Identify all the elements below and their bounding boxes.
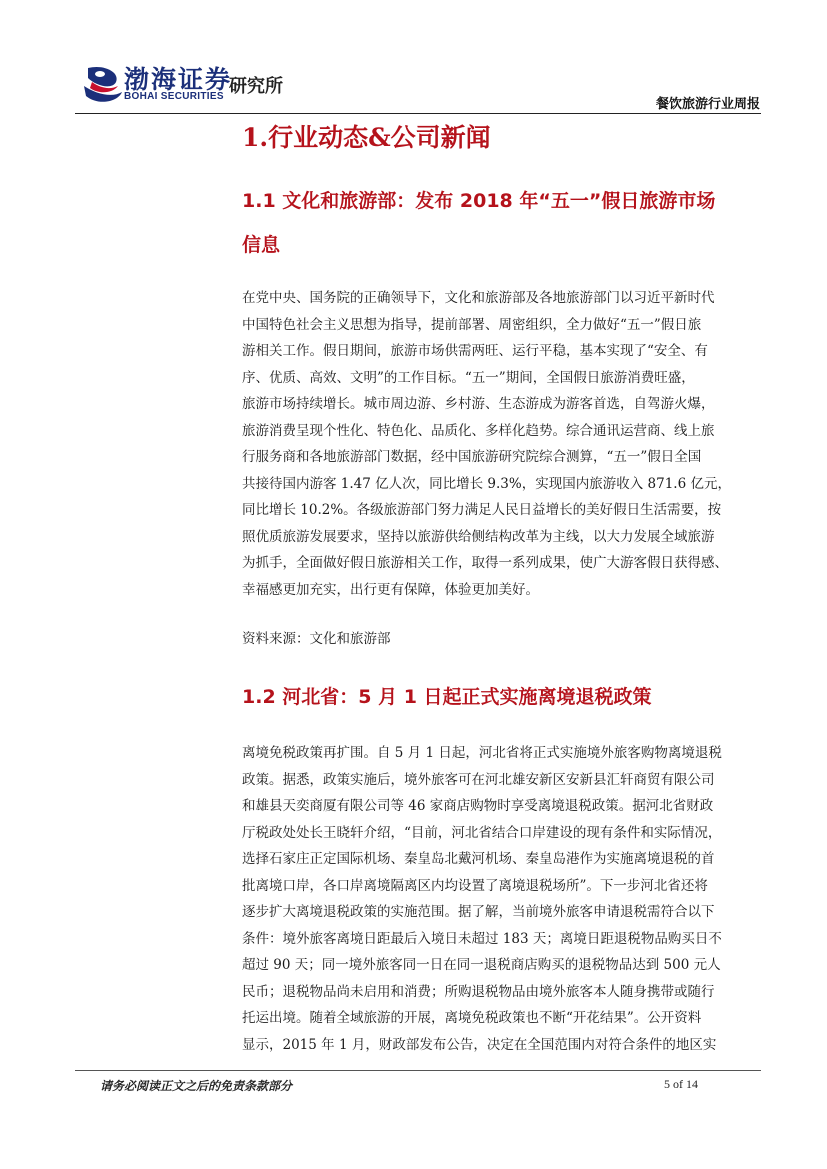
paragraph-line: 超过 90 天；同一境外旅客同一日在同一退税商店购买的退税物品达到 500 元人 — [242, 957, 721, 973]
brand-name-cn: 渤海证券 — [124, 65, 233, 94]
paragraph-line: 在党中央、国务院的正确领导下，文化和旅游部及各地旅游部门以习近平新时代 — [242, 290, 715, 306]
paragraph-line: 显示，2015 年 1 月，财政部发布公告，决定在全国范围内对符合条件的地区实 — [242, 1036, 717, 1053]
subsection-1-1-heading-cont: 信息 — [242, 234, 281, 256]
source-note: 资料来源：文化和旅游部 — [242, 631, 391, 647]
subsection-1-1-heading: 1.1 文化和旅游部：发布 2018 年“五一”假日旅游市场 — [242, 190, 716, 212]
header-divider — [75, 113, 761, 114]
paragraph-line: 逐步扩大离境退税政策的实施范围。据了解，当前境外旅客申请退税需符合以下 — [242, 904, 715, 920]
paragraph-line: 民币；退税物品尚未启用和消费；所购退税物品由境外旅客本人随身携带或随行 — [242, 983, 715, 1000]
paragraph-line: 游相关工作。假日期间，旅游市场供需两旺、运行平稳，基本实现了“安全、有 — [242, 343, 708, 359]
paragraph-line: 离境免税政策再扩围。自 5 月 1 日起，河北省将正式实施境外旅客购物离境退税 — [242, 745, 722, 761]
paragraph-line: 旅游市场持续增长。城市周边游、乡村游、生态游成为游客首选，自驾游火爆， — [242, 396, 715, 412]
subsection-1-2-paragraph — [242, 740, 758, 1058]
footer-divider — [75, 1070, 761, 1071]
paragraph-line: 政策。据悉，政策实施后，境外旅客可在河北雄安新区安新县汇轩商贸有限公司 — [242, 771, 715, 788]
paragraph-line: 批离境口岸，各口岸离境隔离区内均设置了离境退税场所”。下一步河北省还将 — [242, 877, 708, 894]
page-number: 5 of 14 — [664, 1077, 698, 1091]
institute-label: 研究所 — [229, 76, 283, 97]
disclaimer-note: 请务必阅读正文之后的免责条款部分 — [100, 1079, 293, 1093]
section-title: 1.行业动态&公司新闻 — [242, 123, 491, 152]
paragraph-line: 和雄县天奕商厦有限公司等 46 家商店购物时享受离境退税政策。据河北省财政 — [242, 798, 714, 814]
brand-name-en: BOHAI SECURITIES — [124, 91, 224, 102]
paragraph-line: 共接待国内游客 1.47 亿人次，同比增长 9.3%，实现国内旅游收入 871.6 亿元， — [242, 475, 731, 492]
bohai-logo-icon — [78, 64, 126, 104]
paragraph-line: 中国特色社会主义思想为指导，提前部署、周密组织，全力做好“五一”假日旅 — [242, 316, 702, 333]
paragraph-line: 旅游消费呈现个性化、特色化、品质化、多样化趋势。综合通讯运营商、线上旅 — [242, 422, 715, 439]
paragraph-line: 序、优质、高效、文明”的工作目标。“五一”期间，全国假日旅游消费旺盛， — [242, 369, 695, 386]
paragraph-line: 厅税政处处长王晓轩介绍，“目前，河北省结合口岸建设的现有条件和实际情况， — [242, 824, 722, 841]
paragraph-line: 同比增长 10.2%。各级旅游部门努力满足人民日益增长的美好假日生活需要，按 — [242, 502, 722, 518]
subsection-1-2-heading: 1.2 河北省：5 月 1 日起正式实施离境退税政策 — [242, 686, 652, 708]
paragraph-line: 为抓手，全面做好假日旅游相关工作，取得一系列成果，使广大游客假日获得感、 — [242, 555, 728, 571]
subsection-1-1-paragraph — [242, 285, 758, 603]
paragraph-line: 幸福感更加充实，出行更有保障，体验更加美好。 — [242, 581, 539, 598]
paragraph-line: 选择石家庄正定国际机场、秦皇岛北戴河机场、秦皇岛港作为实施离境退税的首 — [242, 851, 715, 867]
paragraph-line: 行服务商和各地旅游部门数据，经中国旅游研究院综合测算，“五一”假日全国 — [242, 449, 702, 465]
paragraph-line: 照优质旅游发展要求，坚持以旅游供给侧结构改革为主线，以大力发展全域旅游 — [242, 528, 715, 545]
report-type-label: 餐饮旅游行业周报 — [655, 97, 760, 112]
paragraph-line: 托运出境。随着全域旅游的开展，离境免税政策也不断“开花结果”。公开资料 — [242, 1010, 702, 1026]
paragraph-line: 条件：境外旅客离境日距最后入境日未超过 183 天；离境日距退税物品购买日不 — [242, 930, 722, 947]
